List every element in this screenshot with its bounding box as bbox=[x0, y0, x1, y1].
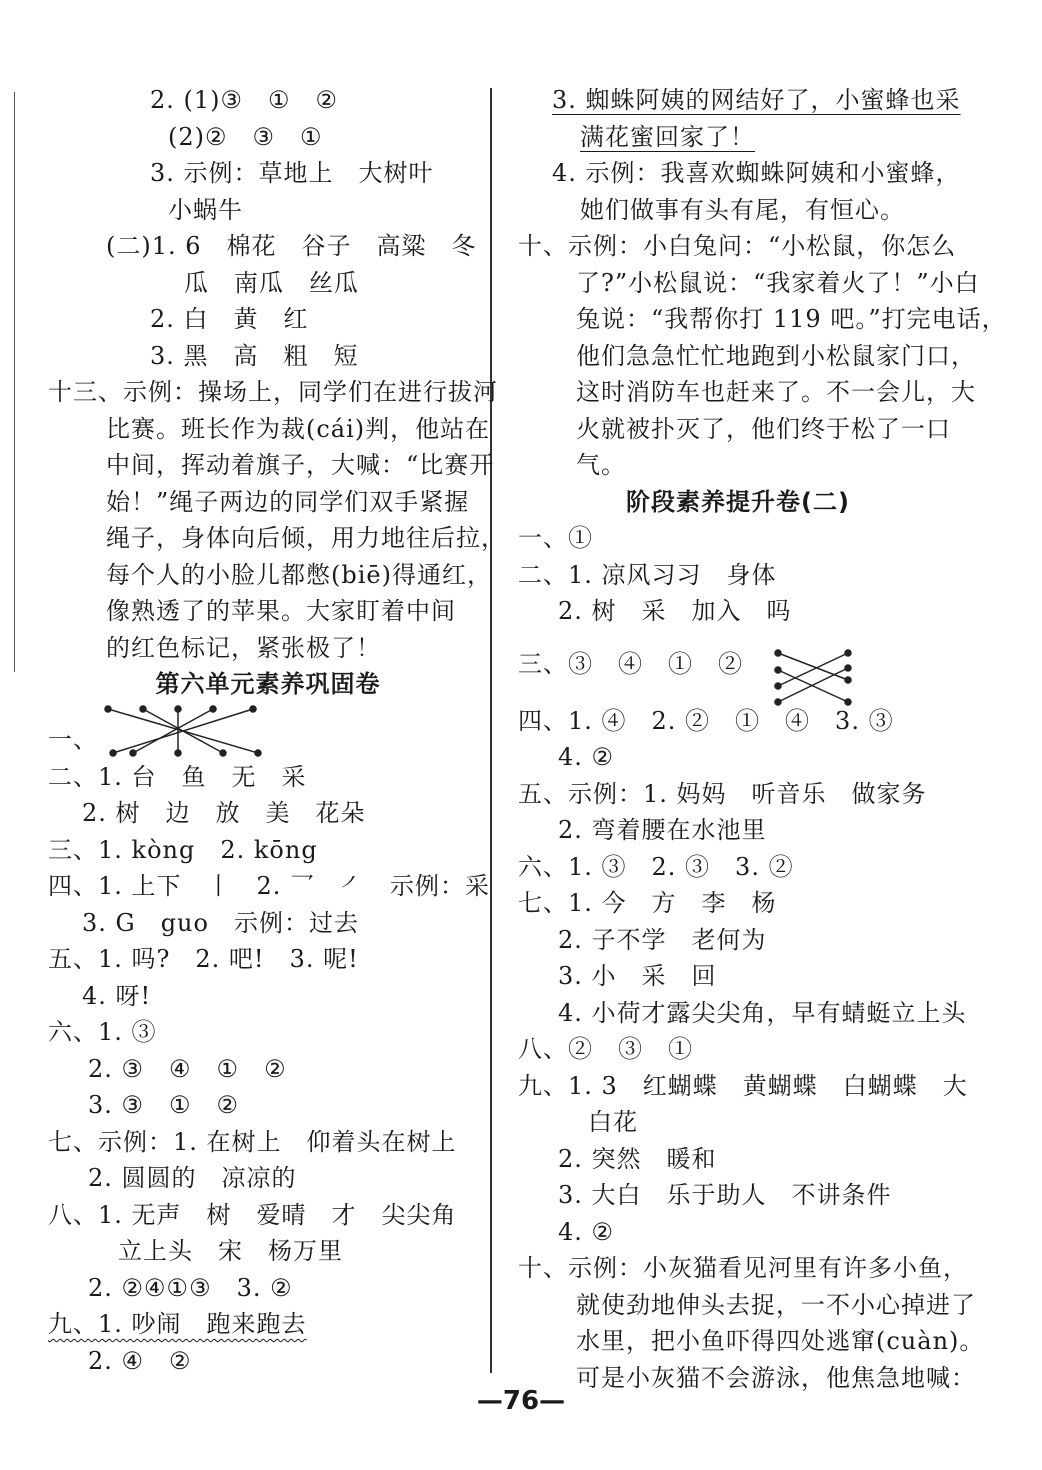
answer-text: 始！”绳子两边的同学们双手紧握 bbox=[106, 487, 470, 516]
answer-text: 4. ② bbox=[558, 1217, 615, 1246]
answer-text: 这时消防车也赶来了。不一会儿，大 bbox=[576, 378, 976, 406]
answer-text: 白花 bbox=[588, 1108, 638, 1136]
left-column bbox=[48, 82, 506, 1379]
left-answer-line bbox=[48, 301, 488, 338]
left-answer-line bbox=[48, 484, 488, 521]
right-answer-line bbox=[518, 1323, 985, 1360]
answer-text: 五、示例：1. 妈妈 听音乐 做家务 bbox=[518, 779, 927, 808]
answer-text: 的红色标记，紧张极了！ bbox=[106, 633, 381, 662]
right-answer-line bbox=[518, 958, 958, 995]
answer-text: 4. ② bbox=[558, 743, 615, 771]
right-answer-line bbox=[518, 995, 967, 1032]
answer-text: 比赛。班长作为裁(cái)判，他站在 bbox=[106, 414, 491, 443]
right-answer-line bbox=[518, 557, 958, 594]
answer-text: 2. ④ ② bbox=[88, 1346, 192, 1375]
left-answer-line bbox=[48, 374, 498, 411]
right-answer-line bbox=[518, 1141, 958, 1178]
answer-text: 十、示例：小灰猫看见河里有许多小鱼， bbox=[518, 1254, 968, 1282]
right-answer-line bbox=[518, 119, 958, 156]
answer-text: 六、1. ③ bbox=[48, 1018, 157, 1046]
answer-text: 4. 示例：我喜欢蜘蛛阿姨和小蜜蜂， bbox=[552, 159, 961, 187]
answer-text: 4. 小荷才露尖尖角，早有蜻蜓立上头 bbox=[558, 998, 967, 1027]
left-answer-line bbox=[48, 1124, 488, 1161]
page-number: —76— bbox=[476, 1386, 566, 1416]
right-answer-line bbox=[518, 265, 980, 302]
answer-text: 火就被扑灭了，他们终于松了一口 bbox=[576, 414, 951, 443]
right-answer-line bbox=[518, 1250, 968, 1287]
left-answer-line bbox=[48, 941, 488, 978]
answer-text: 2. ②④①③ 3. ② bbox=[88, 1273, 293, 1302]
answer-text: 中间，挥动着旗子，大喊：“比赛开 bbox=[106, 451, 495, 479]
answer-text: 2. 树 采 加入 吗 bbox=[558, 597, 792, 625]
column-divider bbox=[490, 88, 492, 1373]
answer-text: 七、1. 今 方 李 杨 bbox=[518, 889, 777, 917]
right-answer-line bbox=[518, 155, 961, 192]
answer-text: 兔说：“我帮你打 119 吧。”打完电话， bbox=[576, 305, 1007, 333]
right-answer-line bbox=[518, 82, 961, 119]
right-answer-line bbox=[518, 228, 958, 265]
right-answer-line bbox=[518, 739, 958, 776]
answer-text: (二)1. 6 棉花 谷子 高粱 冬 bbox=[106, 232, 477, 260]
right-answer-line bbox=[518, 1287, 976, 1324]
answer-text: 4. 呀! bbox=[82, 981, 152, 1010]
answer-text: 二、1. 台 鱼 无 采 bbox=[48, 762, 307, 791]
answer-text: 八、1. 无声 树 爱晴 才 尖尖角 bbox=[48, 1200, 457, 1229]
answer-text: 一、① bbox=[518, 524, 593, 552]
left-answer-line bbox=[48, 520, 506, 557]
answer-text: 气。 bbox=[576, 451, 626, 479]
left-answer-line bbox=[48, 338, 488, 375]
left-answer-line bbox=[48, 447, 495, 484]
left-answer-line bbox=[48, 868, 491, 905]
answer-text: 八、② ③ ① bbox=[518, 1035, 693, 1063]
right-answer-line bbox=[518, 1068, 968, 1105]
answer-text: 三、1. kòng 2. kōng bbox=[48, 835, 318, 864]
answer-text: 2. 子不学 老何为 bbox=[558, 925, 767, 954]
left-answer-line bbox=[48, 593, 488, 630]
answer-text: 水里，把小鱼吓得四处逃窜(cuàn)。 bbox=[576, 1327, 985, 1355]
right-answer-line bbox=[518, 703, 958, 740]
answer-text: 一、 bbox=[48, 725, 98, 753]
left-answer-line bbox=[48, 557, 492, 594]
right-answer-line bbox=[518, 301, 1007, 338]
answer-text: 她们做事有头有尾，有恒心。 bbox=[580, 195, 905, 224]
answer-text: 2. 弯着腰在水池里 bbox=[558, 816, 767, 844]
answer-text: 他们急急忙忙地跑到小松鼠家门口， bbox=[576, 341, 976, 370]
answer-text: 瓜 南瓜 丝瓜 bbox=[184, 268, 359, 297]
answer-text: 2. 白 黄 红 bbox=[150, 305, 309, 333]
right-answer-line bbox=[518, 374, 976, 411]
answer-text: 2. ③ ④ ① ② bbox=[88, 1054, 287, 1083]
left-answer-line bbox=[48, 1343, 488, 1380]
left-answer-line bbox=[48, 411, 491, 448]
left-answer-line bbox=[48, 1270, 488, 1307]
left-answer-line bbox=[48, 82, 488, 119]
left-answer-line bbox=[48, 978, 488, 1015]
answer-text: 四、1. ④ 2. ② ① ④ 3. ③ bbox=[518, 706, 894, 735]
right-answer-line bbox=[518, 1031, 958, 1068]
answer-text: 四、1. 上下 丨 2. 乛 ㇒ 示例：采 bbox=[48, 872, 491, 900]
right-answer-line bbox=[518, 411, 958, 448]
left-answer-line bbox=[48, 265, 488, 302]
right-column bbox=[518, 82, 1007, 1396]
answer-text: 七、示例：1. 在树上 仰着头在树上 bbox=[48, 1127, 457, 1156]
left-answer-line bbox=[48, 155, 488, 192]
right-answer-line bbox=[518, 885, 958, 922]
right-answer-line bbox=[518, 520, 958, 557]
answer-text: 3. 示例：草地上 大树叶 bbox=[150, 159, 434, 187]
answer-text: 2. 突然 暖和 bbox=[558, 1144, 717, 1173]
left-answer-line bbox=[48, 1197, 488, 1234]
right-answer-line bbox=[518, 922, 958, 959]
answer-text: 满花蜜回家了！ bbox=[580, 122, 755, 151]
left-answer-line bbox=[48, 1014, 488, 1051]
answer-text: 像熟透了的苹果。大家盯着中间 bbox=[106, 597, 456, 625]
answer-text: 3. ③ ① ② bbox=[88, 1091, 240, 1119]
left-answer-line bbox=[48, 795, 488, 832]
left-answer-line bbox=[48, 1087, 488, 1124]
left-answer-line bbox=[48, 119, 488, 156]
left-answer-line bbox=[48, 666, 488, 703]
answer-text: 2. 树 边 放 美 花朵 bbox=[82, 799, 366, 827]
answer-text: 二、1. 凉风习习 身体 bbox=[518, 560, 777, 589]
answer-text: 3. 小 采 回 bbox=[558, 962, 717, 990]
right-answer-line bbox=[518, 776, 958, 813]
left-answer-line bbox=[48, 1051, 488, 1088]
answer-text: 五、1. 吗? 2. 吧! 3. 呢! bbox=[48, 945, 359, 973]
answer-text: 3. G guo 示例：过去 bbox=[82, 908, 359, 937]
answer-text: 2. 圆圆的 凉凉的 bbox=[88, 1164, 297, 1192]
answer-text: 立上头 宋 杨万里 bbox=[118, 1237, 343, 1265]
left-answer-line bbox=[48, 1160, 488, 1197]
answer-text: 3. 黑 高 粗 短 bbox=[150, 341, 359, 370]
left-answer-line bbox=[48, 1233, 488, 1270]
answer-text: 绳子，身体向后倾，用力地往后拉， bbox=[106, 524, 506, 552]
right-answer-line bbox=[518, 630, 958, 678]
matching-cross-figure bbox=[773, 648, 853, 719]
left-answer-line bbox=[48, 759, 488, 796]
answer-text: 十三、示例：操场上，同学们在进行拔河 bbox=[48, 378, 498, 406]
left-answer-line bbox=[48, 630, 488, 667]
right-answer-line bbox=[518, 1104, 958, 1141]
answer-text: 就使劲地伸头去捉，一不小心掉进了 bbox=[576, 1290, 976, 1319]
answer-text: 每个人的小脸儿都憋(biē)得通红， bbox=[106, 560, 492, 589]
right-answer-line bbox=[518, 192, 958, 229]
right-answer-line bbox=[518, 593, 958, 630]
answer-text: 2. (1)③ ① ② bbox=[150, 86, 339, 114]
answer-text: 九、1. 吵闹 跑来跑去 bbox=[48, 1310, 307, 1338]
left-answer-line bbox=[48, 1306, 488, 1343]
answer-text: 小蜗牛 bbox=[168, 195, 243, 224]
answer-text: 六、1. ③ 2. ③ 3. ② bbox=[518, 852, 794, 881]
answer-text: 3. 蜘蛛阿姨的网结好了，小蜜蜂也采 bbox=[552, 86, 961, 114]
left-answer-line bbox=[48, 832, 488, 869]
answer-text: 3. 大白 乐于助人 不讲条件 bbox=[558, 1181, 892, 1209]
answer-text: 九、1. 3 红蝴蝶 黄蝴蝶 白蝴蝶 大 bbox=[518, 1071, 968, 1100]
right-answer-line bbox=[518, 338, 976, 375]
binding-edge-line bbox=[14, 92, 15, 672]
left-answer-line bbox=[48, 703, 488, 759]
answer-text: 十、示例：小白兔问：“小松鼠，你怎么 bbox=[518, 232, 957, 260]
right-answer-line bbox=[518, 484, 958, 521]
answer-text: 三、③ ④ ① ② bbox=[518, 649, 743, 678]
left-answer-line bbox=[48, 228, 488, 265]
answer-text: 了?”小松鼠说：“我家着火了！”小白 bbox=[576, 268, 980, 297]
answer-text: 第六单元素养巩固卷 bbox=[155, 670, 381, 698]
right-answer-line bbox=[518, 812, 958, 849]
left-answer-line bbox=[48, 905, 488, 942]
answer-text: 可是小灰猫不会游泳，他焦急地喊： bbox=[576, 1363, 976, 1392]
right-answer-line bbox=[518, 447, 958, 484]
answer-text: (2)② ③ ① bbox=[168, 122, 323, 151]
right-answer-line bbox=[518, 1177, 958, 1214]
answer-text: 阶段素养提升卷(二) bbox=[626, 487, 850, 516]
right-answer-line bbox=[518, 1214, 958, 1251]
right-answer-line bbox=[518, 849, 958, 886]
left-answer-line bbox=[48, 192, 488, 229]
